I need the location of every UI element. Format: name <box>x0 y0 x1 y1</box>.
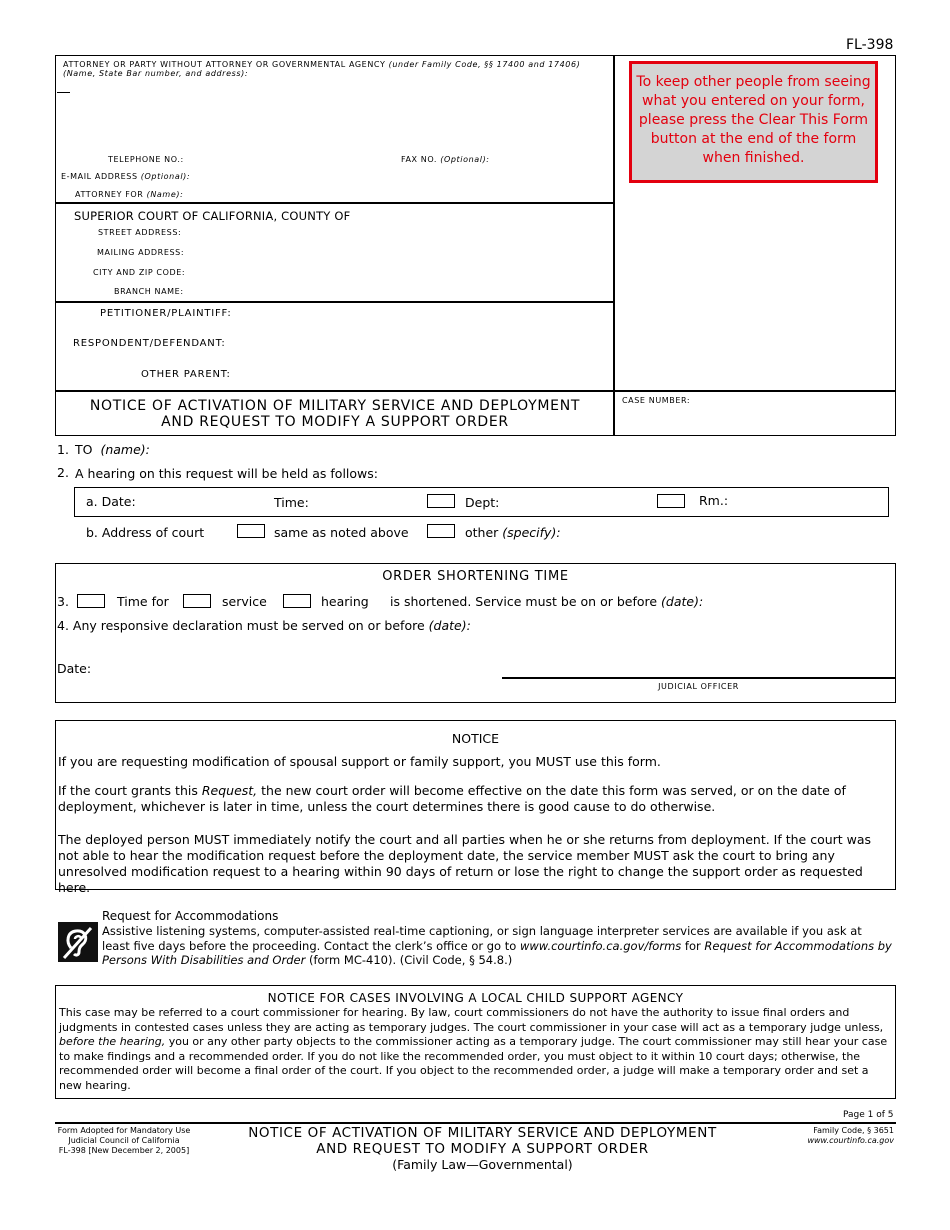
attorney-label: ATTORNEY OR PARTY WITHOUT ATTORNEY OR GOVERNMENTAL AGENCY (under Family Code, §§ 17400 and 17406) <box>63 60 581 69</box>
page-number: Page 1 of 5 <box>843 1110 894 1120</box>
attorney-for-label: ATTORNEY FOR (Name): <box>75 190 184 199</box>
case-number-label: CASE NUMBER: <box>622 396 691 405</box>
item2-label: A hearing on this request will be held as follows: <box>75 466 378 481</box>
item1-number: 1. <box>57 442 69 457</box>
shortened-text: is shortened. Service must be on or before (date): <box>390 594 704 609</box>
hearing-label: hearing <box>321 594 369 609</box>
email-label: E-MAIL ADDRESS (Optional): <box>61 172 191 181</box>
notice-paragraph-3: The deployed person MUST immediately notify the court and all parties when he or she returns from deployment. If the court was not able to hear the modification request before the deployment date, the service member MUST ask the court to bring any unresolved modification request to a hearing within 90 days of return or lose the right to change the support order as requested here. <box>58 832 872 895</box>
lcsa-title: NOTICE FOR CASES INVOLVING A LOCAL CHILD SUPPORT AGENCY <box>267 991 684 1005</box>
hearing-checkbox[interactable] <box>283 594 311 608</box>
branch-label: BRANCH NAME: <box>114 287 184 296</box>
other-label: other (specify): <box>465 525 561 540</box>
same-as-above-label: same as noted above <box>274 525 409 540</box>
same-as-above-checkbox[interactable] <box>237 524 265 538</box>
item1-label: TO (name): <box>75 442 150 457</box>
service-checkbox[interactable] <box>183 594 211 608</box>
other-checkbox[interactable] <box>427 524 455 538</box>
footer-site-link[interactable]: www.courtinfo.ca.gov <box>807 1136 894 1145</box>
city-label: CITY AND ZIP CODE: <box>93 268 186 277</box>
street-label: STREET ADDRESS: <box>98 228 182 237</box>
time-for-checkbox[interactable] <box>77 594 105 608</box>
time-for-label: Time for <box>117 594 169 609</box>
rm-checkbox[interactable] <box>657 494 685 508</box>
fax-label: FAX NO. (Optional): <box>401 155 490 164</box>
rm-label: Rm.: <box>699 493 729 508</box>
courtinfo-link[interactable]: www.courtinfo.ca.gov/forms <box>519 938 682 953</box>
caption-title: NOTICE OF ACTIVATION OF MILITARY SERVICE AND DEPLOYMENT AND REQUEST TO MODIFY A SUPPORT ORDER <box>89 398 581 430</box>
accommodations-title: Request for Accommodations <box>102 909 279 923</box>
accommodations-text: Assistive listening systems, computer-assisted real-time captioning, or sign language interpreter services are available if you ask at least five days before the proceeding. Contact the clerk’s office or go to www.courtinfo.ca.gov/forms for Request for Accommodations by Persons With Disabilities and Order (form MC-410). (Civil Code, § 54.8.) <box>102 924 892 967</box>
footer-rule <box>55 1122 896 1124</box>
telephone-label: TELEPHONE NO.: <box>108 155 184 164</box>
order-title: ORDER SHORTENING TIME <box>382 569 569 584</box>
order-date-label: Date: <box>57 661 92 676</box>
petitioner-label: PETITIONER/PLAINTIFF: <box>100 308 232 319</box>
dept-label: Dept: <box>465 495 500 510</box>
caption-divider <box>613 55 615 436</box>
hearing-time-label: Time: <box>274 495 309 510</box>
court-label: SUPERIOR COURT OF CALIFORNIA, COUNTY OF <box>74 209 351 223</box>
other-parent-label: OTHER PARENT: <box>141 369 231 380</box>
footer-adoption: Form Adopted for Mandatory Use Judicial Council of California FL-398 [New December 2, 2005] <box>57 1126 191 1155</box>
footer-title: NOTICE OF ACTIVATION OF MILITARY SERVICE AND DEPLOYMENT AND REQUEST TO MODIFY A SUPPORT ORDER (Family Law—Governmental) <box>248 1125 717 1172</box>
hearing-date-label: a. Date: <box>86 494 136 509</box>
judicial-officer-label: JUDICIAL OFFICER <box>658 682 739 691</box>
item4-text: 4. Any responsive declaration must be served on or before (date): <box>57 618 471 633</box>
lcsa-text: This case may be referred to a court commissioner for hearing. By law, court commissioners do not have the authority to issue final orders and judgments in contested cases unless they are acting as temporary judges. The court commissioner in your case will act as a temporary judge unless, before the hearing, you or any other party objects to the commissioner acting as a temporary judge. The court commissioner may still hear your case to make findings and a recommended order. If you do not like the recommended order, you must object to it within 10 court days; otherwise, the recommended order will become a final order of the court. If you object to the recommended order, a judge will make a temporary order and set a new hearing. <box>59 1006 888 1092</box>
notice-paragraph-1: If you are requesting modification of spousal support or family support, you MUST use this form. <box>58 754 661 769</box>
privacy-notice: To keep other people from seeing what you entered on your form, please press the Clear This Form button at the end of the form when finished. <box>629 61 878 183</box>
item3-number: 3. <box>57 594 69 609</box>
respondent-label: RESPONDENT/DEFENDANT: <box>73 338 226 349</box>
dept-checkbox[interactable] <box>427 494 455 508</box>
mailing-label: MAILING ADDRESS: <box>97 248 185 257</box>
footer-citation: Family Code, § 3651 www.courtinfo.ca.gov <box>770 1126 894 1146</box>
item2-number: 2. <box>57 465 69 480</box>
service-label: service <box>222 594 267 609</box>
accessibility-hearing-icon <box>58 922 98 962</box>
judicial-officer-line <box>502 677 895 679</box>
address-of-court-label: b. Address of court <box>86 525 205 540</box>
attorney-sub: (Name, State Bar number, and address): <box>63 69 249 78</box>
notice-title: NOTICE <box>451 731 500 746</box>
notice-paragraph-2: If the court grants this Request, the new court order will become effective on the date this form was served, or on the date of deployment, whichever is later in time, unless the court determines there is good cause to do otherwise. <box>58 783 846 814</box>
form-id: FL-398 <box>846 37 894 53</box>
